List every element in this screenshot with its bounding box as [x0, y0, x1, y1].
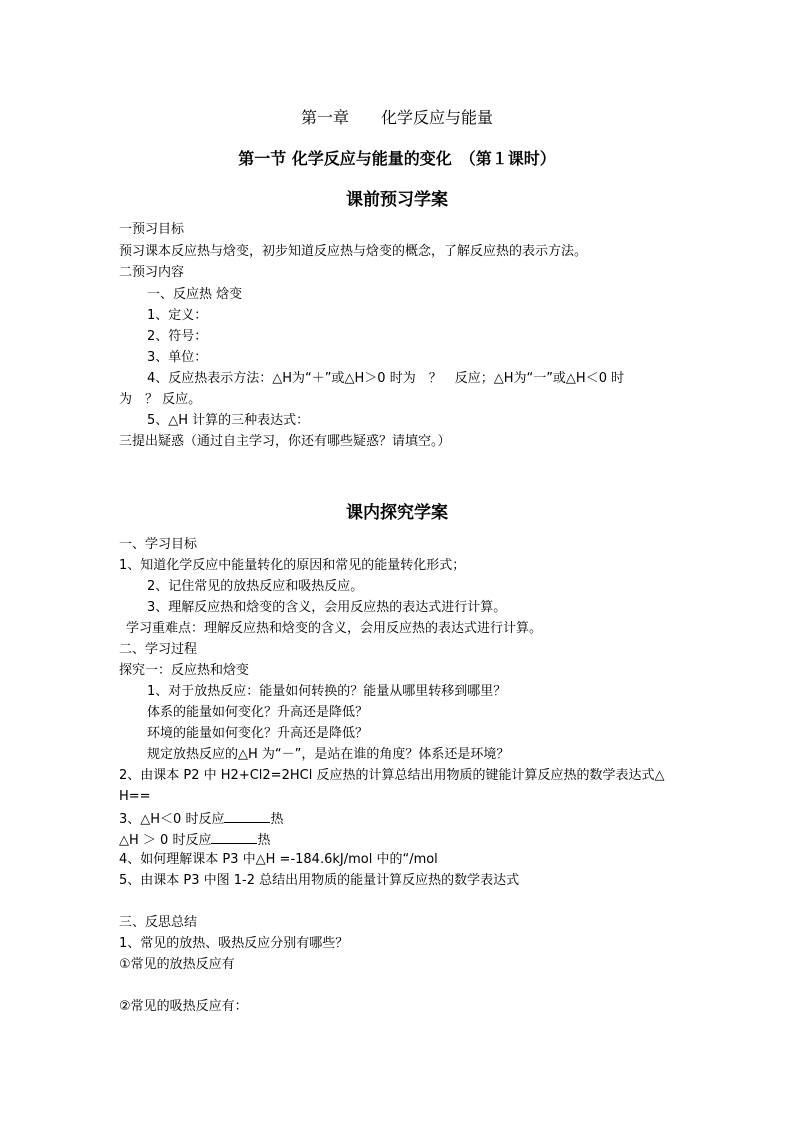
question-3a — [119, 810, 283, 828]
preview-item-unit: 3、单位： — [147, 350, 208, 365]
fill-blank[interactable] — [211, 831, 257, 844]
summary-heading: 三、反思总结 — [119, 915, 198, 930]
learning-goals-heading: 一、学习目标 — [119, 537, 198, 552]
question-1d: 规定放热反应的△H 为“－”，是站在谁的角度？体系还是环境？ — [147, 747, 510, 762]
learning-process-heading: 二、学习过程 — [119, 642, 198, 657]
fill-blank[interactable] — [224, 810, 270, 823]
question-3a-suffix: 热 — [270, 812, 284, 827]
preview-item-expressions: 5、△H 计算的三种表达式： — [147, 413, 310, 428]
preview-goal-heading: 一预习目标 — [119, 222, 185, 237]
question-3b — [119, 831, 270, 849]
preview-item-definition: 1、定义： — [147, 308, 208, 323]
question-4: 4、如何理解课本 P3 中△H =-184.6kJ/mol 中的“/mol — [119, 852, 438, 867]
learning-goal-3: 3、理解反应热和焓变的含义，会用反应热的表达式进行计算。 — [147, 600, 507, 615]
preview-questions: 三提出疑惑（通过自主学习，你还有哪些疑惑？请填空。） — [119, 434, 451, 449]
preview-subheading: 一、反应热 焓变 — [147, 287, 243, 302]
chapter-title: 第一章 化学反应与能量 — [300, 108, 493, 127]
exploration-1-heading: 探究一：反应热和焓变 — [119, 663, 250, 678]
learning-goal-2: 2、记住常见的放热反应和吸热反应。 — [147, 579, 364, 594]
question-3b-suffix: 热 — [257, 833, 271, 848]
preview-plan-heading: 课前预习学案 — [346, 190, 448, 210]
preview-item-symbol: 2、符号： — [147, 329, 208, 344]
question-3a-prefix: 3、△H＜0 时反应 — [119, 812, 225, 827]
section-title: 第一节 化学反应与能量的变化 （第１课时） — [238, 149, 556, 168]
preview-content-heading: 二预习内容 — [119, 265, 185, 280]
question-1: 1、对于放热反应：能量如何转换的？能量从哪里转移到哪里？ — [147, 684, 507, 699]
question-1b: 体系的能量如何变化？升高还是降低？ — [147, 705, 369, 720]
question-2: 2、由课本 P2 中 H2+Cl2=2HCl 反应热的计算总结出用物质的键能计算反应热的数学表达式△ — [119, 768, 665, 783]
preview-goal-text: 预习课本反应热与焓变，初步知道反应热与焓变的概念，了解反应热的表示方法。 — [119, 244, 588, 259]
question-2-cont: H== — [119, 789, 151, 804]
exothermic-reactions: ①常见的放热反应有 — [119, 957, 235, 972]
preview-item-representation: 4、反应热表示方法：△H为“＋”或△H＞0 时为 ？ 反应；△H为“一”或△H＜0 时 — [147, 371, 625, 386]
inclass-plan-heading: 课内探究学案 — [346, 503, 448, 523]
learning-goal-1: 1、知道化学反应中能量转化的原因和常见的能量转化形式； — [119, 558, 466, 573]
preview-item-representation-cont: 为 ？ 反应。 — [119, 392, 202, 407]
question-3b-prefix: △H ＞ 0 时反应 — [119, 833, 212, 848]
endothermic-reactions: ②常见的吸热反应有： — [119, 999, 248, 1014]
key-points: 学习重难点：理解反应热和焓变的含义，会用反应热的表达式进行计算。 — [126, 621, 543, 636]
question-5: 5、由课本 P3 中图 1-2 总结出用物质的能量计算反应热的数学表达式 — [119, 873, 520, 888]
summary-question-1: 1、常见的放热、吸热反应分别有哪些？ — [119, 936, 349, 951]
question-1c: 环境的能量如何变化？升高还是降低？ — [147, 726, 369, 741]
